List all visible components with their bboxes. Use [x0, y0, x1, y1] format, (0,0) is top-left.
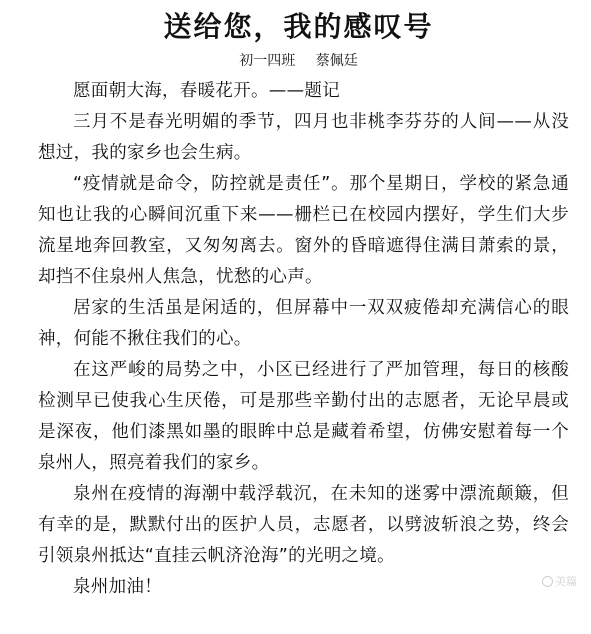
watermark-text: 美篇: [555, 575, 577, 588]
paragraph-5: 泉州在疫情的海潮中载浮载沉，在未知的迷雾中漂流颠簸，但有幸的是，默默付出的医护人员，志愿者，以劈波斩浪之势，终会引领泉州抵达“直挂云帆济沧海”的光明之境。: [38, 484, 569, 566]
author-name: 蔡佩廷: [315, 53, 358, 69]
article-title: 送给您，我的感叹号: [163, 10, 434, 43]
paragraph-3: 居家的生活虽是闲适的，但屏幕中一双双疲倦却充满信心的眼神，何能不揪住我们的心。: [38, 298, 569, 349]
paragraph-4: 在这严峻的局势之中，小区已经进行了严加管理，每日的核酸检测早已使我心生厌倦，可是那些辛勤付出的志愿者，无论早晨或是深夜，他们漆黑如墨的眼眸中总是藏着希望，仿佛安慰着每一个泉州人，照亮着我们的家乡。: [38, 360, 569, 473]
paragraph-epigraph: 愿面朝大海，春暖花开。——题记: [73, 81, 340, 101]
author-class: 初一四班: [239, 53, 296, 69]
paragraph-closing: 泉州加油！: [73, 577, 162, 597]
paragraph-2: “疫情就是命令，防控就是责任”。那个星期日，学校的紧急通知也让我的心瞬间沉重下来——栅栏已在校园内摆好，学生们大步流星地奔回教室，又匆匆离去。窗外的昏暗遮得住满目萧索的景，却挡不住泉州人焦急，忧愁的心声。: [38, 174, 569, 287]
watermark: [542, 573, 577, 589]
paragraph-1: 三月不是春光明媚的季节，四月也非桃李芬芬的人间——从没想过，我的家乡也会生病。: [38, 112, 569, 163]
meipian-logo-icon: [542, 576, 553, 587]
byline: [38, 50, 569, 72]
